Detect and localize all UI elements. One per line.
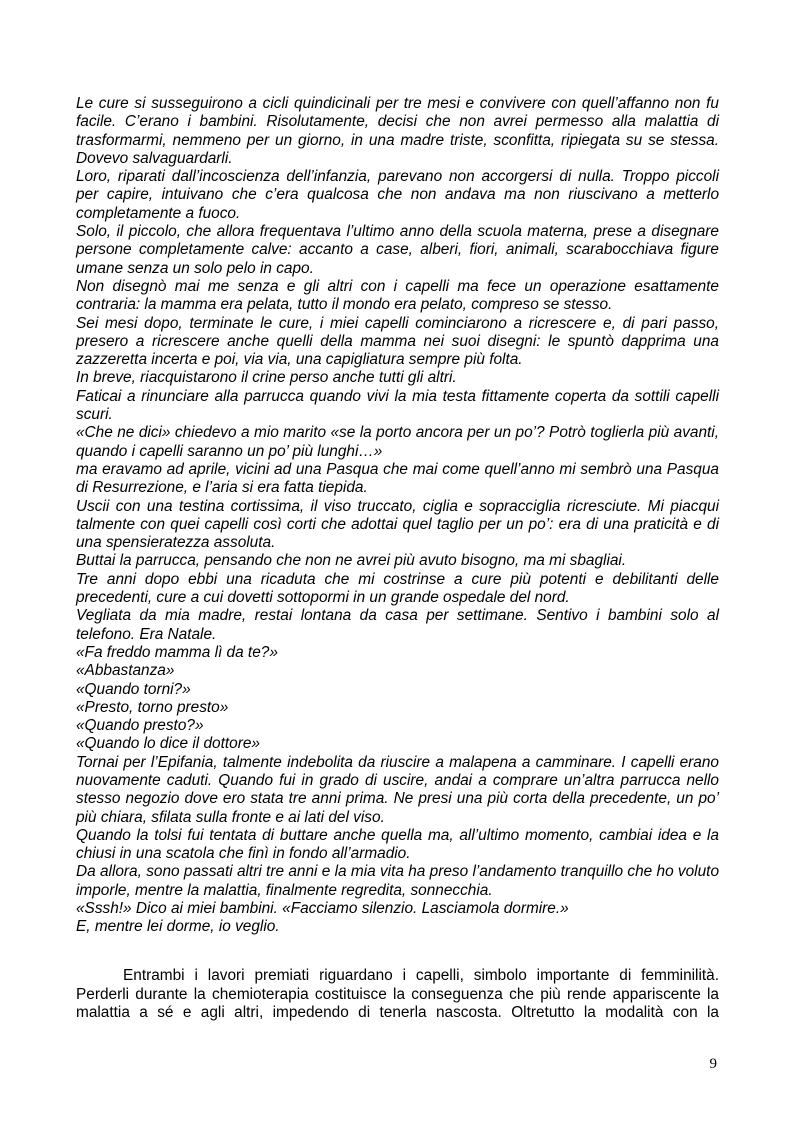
story-paragraph: Solo, il piccolo, che allora frequentava l’ultimo anno della scuola materna, prese a disegnare persone completamente calve: accanto a case, alberi, fiori, animali, scarabocchiava figure umane senza un solo pelo in capo. xyxy=(76,223,719,277)
story-paragraph: Loro, riparati dall’incoscienza dell’infanzia, parevano non accorgersi di nulla. Troppo piccoli per capire, intuivano che c’era qualcosa che non andava ma non riuscivano a metterlo completamente a fuoco. xyxy=(76,168,719,222)
dialogue-line: «Quando lo dice il dottore» xyxy=(76,735,260,753)
essay-paragraph: Entrambi i lavori premiati riguardano i capelli, simbolo importante di femminilità. Perderli durante la chemioterapia costituisce la conseguenza che più rende appariscente la malattia a sé e agli altri, impedendo di tenerla nascosta. Oltretutto la modalità con la xyxy=(76,967,719,1022)
story-paragraph: «Sssh!» Dico ai miei bambini. «Facciamo silenzio. Lasciamola dormire.» xyxy=(76,900,569,918)
story-paragraph: Tornai per l’Epifania, talmente indebolita da riuscire a malapena a camminare. I capelli erano nuovamente caduti. Quando fui in grado di uscire, andai a comprare un’altra parrucca nello stesso negozio dove ero stata tre anni prima. Ne presi una più corta della precedente, un po’ più chiara, sfilata sulla fronte e ai lati del viso. xyxy=(76,753,719,826)
story-paragraph: Uscii con una testina cortissima, il viso truccato, ciglia e sopracciglia ricresciute. Mi piacqui talmente con quei capelli così corti che adottai quel taglio per un po’: era di una praticità e di una spensieratezza assoluta. xyxy=(76,497,719,552)
story-paragraph: ma eravamo ad aprile, vicini ad una Pasqua che mai come quell’anno mi sembrò una Pasqua di Resurrezione, e l’aria si era fatta tiepida. xyxy=(76,460,719,497)
story-paragraph: «Che ne dici» chiedevo a mio marito «se la porto ancora per un po’? Potrò toglierla più avanti, quando i capelli saranno un po’ più lunghi…» xyxy=(76,424,719,460)
story-paragraph: Faticai a rinunciare alla parrucca quando vivi la mia testa fittamente coperta da sottili capelli scuri. xyxy=(76,387,719,424)
story-paragraph: Da allora, sono passati altri tre anni e la mia vita ha preso l’andamento tranquillo che ho voluto imporle, mentre la malattia, finalmente regredita, sonnecchia. xyxy=(76,863,719,899)
story-paragraph: Tre anni dopo ebbi una ricaduta che mi costrinse a cure più potenti e debilitanti delle precedenti, cure a cui dovetti sottopormi in un grande ospedale del nord. xyxy=(76,570,719,607)
story-paragraph: Le cure si susseguirono a cicli quindicinali per tre mesi e convivere con quell’affanno non fu facile. C’erano i bambini. Risolutamente, decisi che non avrei permesso alla malattia di trasformarmi, nemmeno per un giorno, in una madre triste, sconfitta, ripiegata su se stessa. Dovevo salvaguardarli. xyxy=(76,95,719,167)
story-paragraph: Buttai la parrucca, pensando che non ne avrei più avuto bisogno, ma mi sbagliai. xyxy=(76,552,627,570)
story-paragraph: Non disegnò mai me senza e gli altri con i capelli ma fece un operazione esattamente contraria: la mamma era pelata, tutto il mondo era pelato, compreso se stesso. xyxy=(76,277,719,314)
story-paragraph: In breve, riacquistarono il crine perso anche tutti gli altri. xyxy=(76,369,457,387)
page-number: 9 xyxy=(709,1056,717,1072)
essay-text xyxy=(76,967,719,1023)
dialogue-line: «Quando torni?» xyxy=(76,680,191,698)
story-paragraph: Vegliata da mia madre, restai lontana da casa per settimane. Sentivo i bambini solo al telefono. Era Natale. xyxy=(76,607,719,643)
dialogue-line: «Abbastanza» xyxy=(76,662,175,680)
dialogue-line: «Fa freddo mamma lì da te?» xyxy=(76,643,278,661)
dialogue-line: «Quando presto?» xyxy=(76,717,204,735)
dialogue-line: «Presto, torno presto» xyxy=(76,698,229,716)
story-paragraph: E, mentre lei dorme, io veglio. xyxy=(76,918,280,936)
story-paragraph: Quando la tolsi fui tentata di buttare anche quella ma, all’ultimo momento, cambiai idea e la chiusi in una scatola che finì in fondo all’armadio. xyxy=(76,826,719,863)
story-text xyxy=(76,95,719,937)
story-paragraph: Sei mesi dopo, terminate le cure, i miei capelli cominciarono a ricrescere e, di pari passo, presero a ricrescere anche quelli della mamma nei suoi disegni: le spuntò dapprima una zazzeretta incerta e poi, via via, una capigliatura sempre più folta. xyxy=(76,314,719,369)
